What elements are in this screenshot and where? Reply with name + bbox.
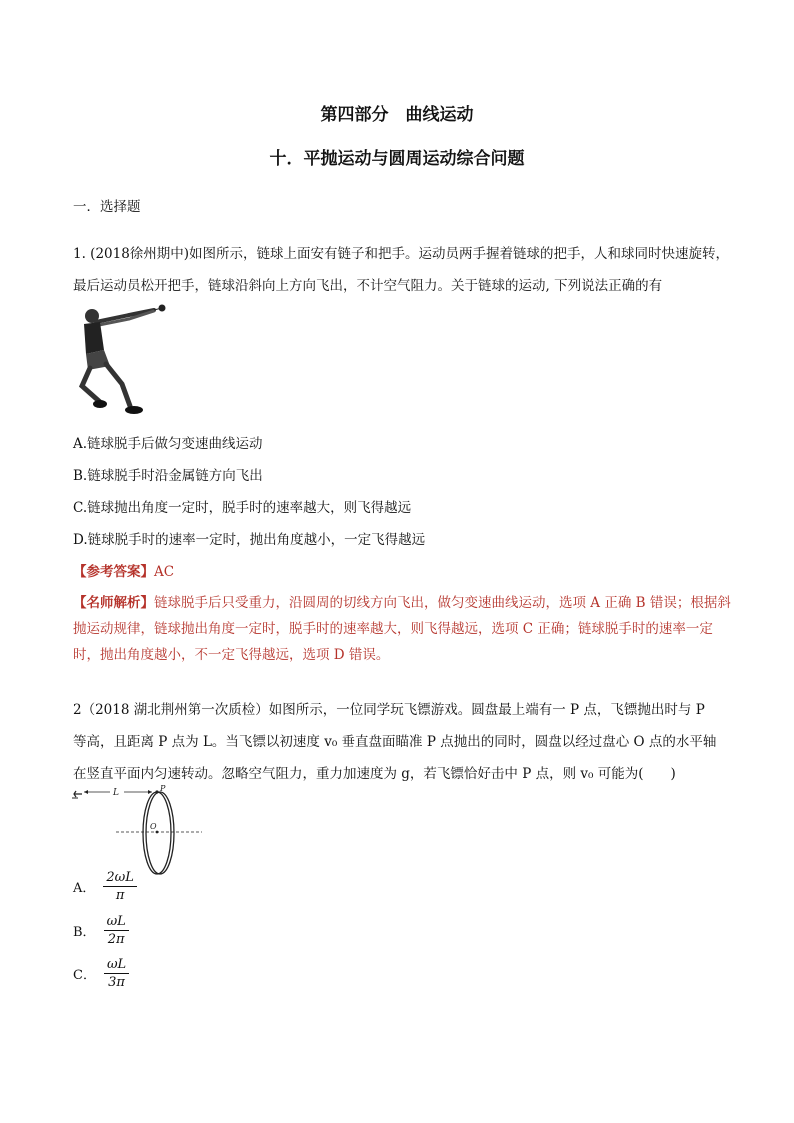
fraction-denominator: 2π [107,932,125,947]
q1-stem-line2: 最后运动员松开把手，链球沿斜向上方向飞出，不计空气阻力。关于链球的运动, 下列说法正确的有 [73,278,663,294]
figure-label-p: P [160,784,166,793]
q2-option-c [73,957,129,990]
dart-disc-figure [72,784,204,876]
q2-stem-line3: 在竖直平面内匀速转动。忽略空气阻力，重力加速度为 g，若飞镖恰好击中 P 点，则 v₀ 可能为( ) [73,766,676,782]
fraction-denominator: π [115,888,125,903]
fraction-denominator: 3π [108,975,125,990]
q2-option-a [73,870,137,903]
q1-analysis [73,590,733,668]
figure-label-o: O [150,822,157,831]
option-label: A． [73,881,96,896]
q1-answer [73,560,174,580]
option-fraction [103,870,137,903]
section-heading: 一．选择题 [73,199,141,215]
figure-label-l: L [113,788,119,798]
option-fraction [104,957,129,990]
fraction-numerator: 2ωL [103,870,137,887]
fraction-numerator: ωL [104,914,129,931]
answer-tag: 【参考答案】 [73,564,154,580]
q1-option-a: A.链球脱手后做匀变速曲线运动 [73,436,263,452]
q1-option-d: D.链球脱手时的速率一定时，抛出角度越小，一定飞得越远 [73,532,426,548]
hammer-thrower-figure [74,302,172,418]
option-fraction [104,914,129,947]
q2-option-b [73,914,129,947]
q1-option-c: C.链球抛出角度一定时，脱手时的速率越大，则飞得越远 [73,500,412,516]
part-title: 第四部分 曲线运动 [320,105,474,125]
q1-stem-line1: 1. (2018徐州期中)如图所示，链球上面安有链子和把手。运动员两手握着链球的把手，人和球同时快速旋转， [73,246,730,262]
fraction-numerator: ωL [104,957,129,974]
q2-stem-line2: 等高，且距离 P 点为 L。当飞镖以初速度 v₀ 垂直盘面瞄准 P 点抛出的同时，圆盘以经过盘心 O 点的水平轴 [73,734,717,750]
q1-option-b: B.链球脱手时沿金属链方向飞出 [73,468,263,484]
answer-value: AC [154,564,175,580]
section-title: 十．平抛运动与圆周运动综合问题 [269,149,525,169]
analysis-tag: 【名师解析】 [73,595,154,611]
option-label: B． [73,925,96,940]
option-label: C． [73,968,96,983]
analysis-text: 链球脱手后只受重力，沿圆周的切线方向飞出，做匀变速曲线运动，选项 A 正确 B 错误；根据斜抛运动规律，链球抛出角度一定时，脱手时的速率越大，则飞得越远，选项 C 正确；链球脱手时的速率一定时，抛出角度越小，不一定飞得越远，选项 D 错误。 [73,595,731,663]
q2-stem-line1: 2（2018 湖北荆州第一次质检）如图所示，一位同学玩飞镖游戏。圆盘最上端有一 P 点，飞镖抛出时与 P [73,702,705,718]
